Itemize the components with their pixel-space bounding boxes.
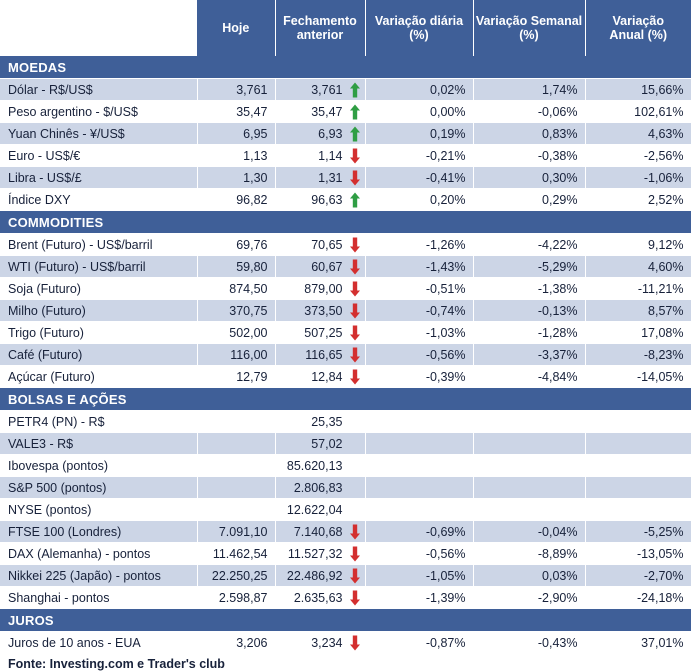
row-label: Brent (Futuro) - US$/barril (0, 234, 197, 256)
header-variacao-semanal (473, 0, 585, 56)
arrow-down-icon (349, 259, 361, 274)
row-label: FTSE 100 (Londres) (0, 521, 197, 543)
table-row (0, 123, 691, 145)
row-variacao-diaria: -0,51% (365, 278, 473, 300)
row-hoje: 874,50 (197, 278, 275, 300)
row-variacao-diaria: 0,19% (365, 123, 473, 145)
row-variacao-anual: -24,18% (585, 587, 691, 609)
header-fechamento-line1: Fechamento (283, 13, 357, 28)
arrow-down-icon (349, 237, 361, 252)
arrow-down-icon (349, 347, 361, 362)
row-hoje: 2.598,87 (197, 587, 275, 609)
row-variacao-diaria: -0,39% (365, 366, 473, 388)
row-variacao-semanal: -1,28% (473, 322, 585, 344)
row-label: Libra - US$/£ (0, 167, 197, 189)
row-variacao-semanal: -5,29% (473, 256, 585, 278)
row-label: WTI (Futuro) - US$/barril (0, 256, 197, 278)
arrow-up-icon (349, 192, 361, 207)
row-variacao-semanal (473, 455, 585, 477)
row-variacao-anual: 37,01% (585, 632, 691, 654)
table-row (0, 366, 691, 388)
row-anterior: 12.622,04 (275, 499, 365, 521)
row-variacao-anual (585, 455, 691, 477)
row-variacao-semanal: -1,38% (473, 278, 585, 300)
table-row (0, 344, 691, 366)
section-header-row (0, 609, 691, 632)
row-hoje: 1,13 (197, 145, 275, 167)
row-variacao-diaria: -0,87% (365, 632, 473, 654)
row-label: NYSE (pontos) (0, 499, 197, 521)
row-variacao-anual: 15,66% (585, 79, 691, 101)
arrow-down-icon (349, 546, 361, 561)
row-variacao-anual: -8,23% (585, 344, 691, 366)
row-variacao-anual (585, 477, 691, 499)
header-variacao-diaria (365, 0, 473, 56)
row-anterior: 2.806,83 (275, 477, 365, 499)
row-hoje: 3,761 (197, 79, 275, 101)
row-variacao-semanal: -0,38% (473, 145, 585, 167)
row-anterior: 7.140,68 (275, 521, 365, 543)
arrow-up-icon (349, 104, 361, 119)
row-variacao-semanal: -8,89% (473, 543, 585, 565)
row-variacao-anual (585, 433, 691, 455)
row-label: Dólar - R$/US$ (0, 79, 197, 101)
row-hoje: 11.462,54 (197, 543, 275, 565)
row-hoje: 96,82 (197, 189, 275, 211)
row-anterior: 85.620,13 (275, 455, 365, 477)
header-anual-line1: Variação (612, 13, 664, 28)
header-semanal-line2: (%) (519, 28, 539, 42)
row-variacao-anual: -11,21% (585, 278, 691, 300)
row-variacao-semanal: -4,84% (473, 366, 585, 388)
row-label: Ibovespa (pontos) (0, 455, 197, 477)
section-title: BOLSAS E AÇÕES (0, 388, 691, 411)
row-hoje: 3,206 (197, 632, 275, 654)
row-label: Trigo (Futuro) (0, 322, 197, 344)
row-label: DAX (Alemanha) - pontos (0, 543, 197, 565)
arrow-down-icon (349, 568, 361, 583)
table-row (0, 433, 691, 455)
row-label: Yuan Chinês - ¥/US$ (0, 123, 197, 145)
row-hoje: 69,76 (197, 234, 275, 256)
row-variacao-semanal: -3,37% (473, 344, 585, 366)
table-row (0, 521, 691, 543)
row-variacao-anual: -2,56% (585, 145, 691, 167)
row-variacao-diaria (365, 477, 473, 499)
arrow-down-icon (349, 590, 361, 605)
header-fechamento-line2: anterior (296, 28, 344, 42)
row-variacao-diaria: 0,00% (365, 101, 473, 123)
row-label: Açúcar (Futuro) (0, 366, 197, 388)
row-anterior: 35,47 (275, 101, 365, 123)
row-variacao-anual: 2,52% (585, 189, 691, 211)
row-variacao-anual: 102,61% (585, 101, 691, 123)
table-row (0, 101, 691, 123)
row-anterior: 3,234 (275, 632, 365, 654)
row-hoje: 35,47 (197, 101, 275, 123)
section-title: MOEDAS (0, 56, 691, 79)
header-fechamento-anterior (275, 0, 365, 56)
row-variacao-diaria: -1,03% (365, 322, 473, 344)
row-variacao-semanal: -2,90% (473, 587, 585, 609)
row-variacao-semanal (473, 477, 585, 499)
row-variacao-diaria: -1,43% (365, 256, 473, 278)
row-variacao-diaria: 0,20% (365, 189, 473, 211)
section-header-row (0, 56, 691, 79)
table-row (0, 278, 691, 300)
section-header-row (0, 211, 691, 234)
row-hoje: 502,00 (197, 322, 275, 344)
table-row (0, 477, 691, 499)
row-variacao-diaria (365, 433, 473, 455)
row-variacao-diaria: 0,02% (365, 79, 473, 101)
source-footer: Fonte: Investing.com e Trader's club (0, 654, 691, 671)
row-variacao-anual: -1,06% (585, 167, 691, 189)
row-anterior: 1,14 (275, 145, 365, 167)
table-row (0, 322, 691, 344)
header-blank-corner (0, 0, 197, 56)
arrow-down-icon (349, 635, 361, 650)
row-variacao-diaria: -1,26% (365, 234, 473, 256)
row-variacao-diaria (365, 411, 473, 433)
row-label: Milho (Futuro) (0, 300, 197, 322)
row-hoje: 22.250,25 (197, 565, 275, 587)
row-hoje: 116,00 (197, 344, 275, 366)
row-label: Café (Futuro) (0, 344, 197, 366)
arrow-down-icon (349, 303, 361, 318)
row-variacao-anual: 4,63% (585, 123, 691, 145)
row-variacao-semanal: -0,06% (473, 101, 585, 123)
table-row (0, 189, 691, 211)
row-variacao-semanal: -4,22% (473, 234, 585, 256)
arrow-up-icon (349, 82, 361, 97)
row-label: S&P 500 (pontos) (0, 477, 197, 499)
row-anterior: 373,50 (275, 300, 365, 322)
table-row (0, 145, 691, 167)
row-anterior: 6,93 (275, 123, 365, 145)
row-hoje (197, 411, 275, 433)
row-hoje (197, 433, 275, 455)
row-anterior: 879,00 (275, 278, 365, 300)
row-hoje: 370,75 (197, 300, 275, 322)
row-anterior: 25,35 (275, 411, 365, 433)
row-variacao-diaria (365, 499, 473, 521)
arrow-down-icon (349, 369, 361, 384)
row-variacao-anual: 9,12% (585, 234, 691, 256)
header-hoje: Hoje (197, 0, 275, 56)
row-variacao-anual: -2,70% (585, 565, 691, 587)
section-title: JUROS (0, 609, 691, 632)
row-anterior: 12,84 (275, 366, 365, 388)
row-label: PETR4 (PN) - R$ (0, 411, 197, 433)
table-row (0, 256, 691, 278)
row-variacao-diaria: -0,69% (365, 521, 473, 543)
row-variacao-diaria: -0,41% (365, 167, 473, 189)
section-header-row (0, 388, 691, 411)
header-semanal-line1: Variação Semanal (475, 13, 583, 28)
row-anterior: 11.527,32 (275, 543, 365, 565)
row-variacao-anual: -5,25% (585, 521, 691, 543)
row-label: Shanghai - pontos (0, 587, 197, 609)
row-variacao-semanal: 0,29% (473, 189, 585, 211)
row-variacao-semanal: -0,13% (473, 300, 585, 322)
row-variacao-diaria: -1,39% (365, 587, 473, 609)
table-row (0, 499, 691, 521)
table-row (0, 587, 691, 609)
row-variacao-anual: -13,05% (585, 543, 691, 565)
row-anterior: 2.635,63 (275, 587, 365, 609)
row-anterior: 96,63 (275, 189, 365, 211)
row-label: Peso argentino - $/US$ (0, 101, 197, 123)
row-variacao-diaria: -1,05% (365, 565, 473, 587)
row-variacao-semanal: 0,30% (473, 167, 585, 189)
row-variacao-diaria: -0,74% (365, 300, 473, 322)
row-hoje: 59,80 (197, 256, 275, 278)
row-hoje (197, 499, 275, 521)
row-hoje (197, 455, 275, 477)
row-variacao-semanal (473, 411, 585, 433)
arrow-down-icon (349, 281, 361, 296)
table-row (0, 632, 691, 654)
row-variacao-anual (585, 499, 691, 521)
table-row (0, 565, 691, 587)
row-variacao-anual: 17,08% (585, 322, 691, 344)
row-variacao-semanal (473, 433, 585, 455)
arrow-up-icon (349, 126, 361, 141)
section-title: COMMODITIES (0, 211, 691, 234)
row-variacao-semanal: 0,83% (473, 123, 585, 145)
row-anterior: 116,65 (275, 344, 365, 366)
arrow-down-icon (349, 325, 361, 340)
row-anterior: 60,67 (275, 256, 365, 278)
row-variacao-semanal: 1,74% (473, 79, 585, 101)
table-row (0, 167, 691, 189)
table-row (0, 411, 691, 433)
table-row (0, 455, 691, 477)
row-label: Índice DXY (0, 189, 197, 211)
row-hoje: 6,95 (197, 123, 275, 145)
row-hoje: 12,79 (197, 366, 275, 388)
row-label: Euro - US$/€ (0, 145, 197, 167)
header-variacao-anual (585, 0, 691, 56)
header-diaria-line2: (%) (409, 28, 429, 42)
row-label: VALE3 - R$ (0, 433, 197, 455)
row-variacao-semanal: 0,03% (473, 565, 585, 587)
table-header (0, 0, 691, 56)
arrow-down-icon (349, 524, 361, 539)
row-label: Soja (Futuro) (0, 278, 197, 300)
arrow-down-icon (349, 170, 361, 185)
row-hoje: 7.091,10 (197, 521, 275, 543)
header-anual-line2: Anual (%) (609, 28, 668, 42)
row-anterior: 3,761 (275, 79, 365, 101)
row-hoje (197, 477, 275, 499)
row-variacao-diaria: -0,56% (365, 344, 473, 366)
row-anterior: 22.486,92 (275, 565, 365, 587)
row-anterior: 1,31 (275, 167, 365, 189)
row-variacao-semanal: -0,43% (473, 632, 585, 654)
row-variacao-anual: 8,57% (585, 300, 691, 322)
table-row (0, 543, 691, 565)
row-label: Juros de 10 anos - EUA (0, 632, 197, 654)
row-anterior: 70,65 (275, 234, 365, 256)
row-hoje: 1,30 (197, 167, 275, 189)
row-variacao-anual: -14,05% (585, 366, 691, 388)
row-variacao-anual (585, 411, 691, 433)
row-variacao-diaria: -0,56% (365, 543, 473, 565)
table-row (0, 300, 691, 322)
row-anterior: 507,25 (275, 322, 365, 344)
table-body (0, 56, 691, 654)
row-label: Nikkei 225 (Japão) - pontos (0, 565, 197, 587)
arrow-down-icon (349, 148, 361, 163)
row-variacao-semanal: -0,04% (473, 521, 585, 543)
row-variacao-diaria (365, 455, 473, 477)
row-variacao-diaria: -0,21% (365, 145, 473, 167)
row-variacao-semanal (473, 499, 585, 521)
table-row (0, 234, 691, 256)
row-anterior: 57,02 (275, 433, 365, 455)
table-row (0, 79, 691, 101)
row-variacao-anual: 4,60% (585, 256, 691, 278)
header-diaria-line1: Variação diária (374, 13, 464, 28)
